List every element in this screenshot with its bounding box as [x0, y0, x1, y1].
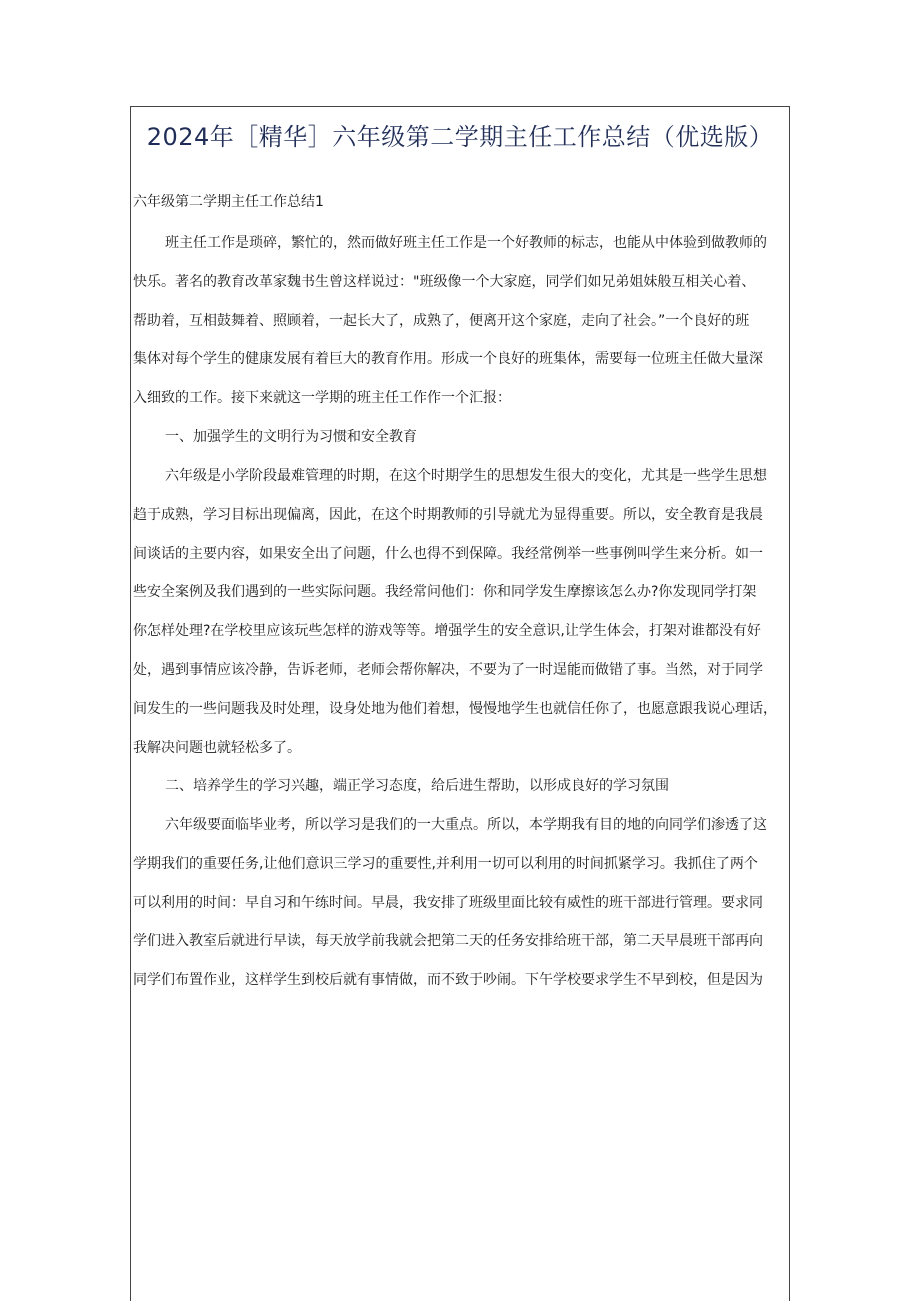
section-heading-2 — [133, 767, 787, 806]
paragraph-study — [133, 806, 787, 1000]
text-line: 我解决问题也就轻松多了。 — [133, 739, 301, 756]
text-line: 六年级要面临毕业考，所以学习是我们的一大重点。所以，本学期我有目的地的向同学们渗透了这 — [165, 817, 767, 833]
text-line: 间发生的一些问题我及时处理，设身处地为他们着想，慢慢地学生也就信任你了，也愿意跟我说心理话， — [133, 700, 777, 717]
text-line: 六年级是小学阶段最难管理的时期，在这个时期学生的思想发生很大的变化，尤其是一些学生思想 — [165, 468, 767, 484]
text-line: 帮助着，互相鼓舞着、照顾着，一起长大了，成熟了，便离开这个家庭，走向了社会。”一个良好的班 — [133, 312, 750, 329]
paragraph-intro — [133, 224, 787, 418]
heading-text: 一、加强学生的文明行为习惯和安全教育 — [165, 429, 417, 445]
text-line: 集体对每个学生的健康发展有着巨大的教育作用。形成一个良好的班集体，需要每一位班主任做大量深 — [133, 351, 763, 368]
text-line: 学们进入教室后就进行早读，每天放学前我就会把第二天的任务安排给班干部，第二天早晨班干部再向 — [133, 933, 763, 950]
text-line: 同学们布置作业，这样学生到校后就有事情做，而不致于吵闹。下午学校要求学生不早到校，但是因为 — [133, 972, 763, 989]
text-line: 些安全案例及我们遇到的一些实际问题。我经常问他们：你和同学发生摩擦该怎么办?你发现同学打架 — [133, 584, 757, 601]
text-line: 快乐。著名的教育改革家魏书生曾这样说过："班级像一个大家庭，同学们如兄弟姐妹般互相关心着、 — [133, 273, 756, 290]
paragraph-safety — [133, 457, 787, 767]
text-line: 学期我们的重要任务,让他们意识三学习的重要性,并利用一切可以利用的时间抓紧学习。我抓住了两个 — [133, 855, 758, 872]
heading-text: 二、培养学生的学习兴趣，端正学习态度，给后进生帮助，以形成良好的学习氛围 — [165, 778, 669, 794]
text-line: 班主任工作是琐碎，繁忙的，然而做好班主任工作是一个好教师的标志，也能从中体验到做教师的 — [165, 235, 767, 251]
text-line: 可以利用的时间：早自习和午练时间。早晨，我安排了班级里面比较有威性的班干部进行管理。要求同 — [133, 894, 763, 911]
document-page — [130, 106, 790, 1301]
text-line: 间谈话的主要内容，如果安全出了问题，什么也得不到保障。我经常例举一些事例叫学生来分析。如一 — [133, 545, 763, 562]
text-line: 你怎样处理?在学校里应该玩些怎样的游戏等等。增强学生的安全意识,让学生体会，打架对谁都没有好 — [133, 623, 761, 640]
text-line: 趋于成熟，学习目标出现偏离，因此，在这个时期教师的引导就尤为显得重要。所以，安全教育是我晨 — [133, 506, 763, 523]
section-heading-1 — [133, 418, 787, 457]
document-title: 2024年［精华］六年级第二学期主任工作总结（优选版） — [146, 123, 774, 151]
section-subtitle: 六年级第二学期主任工作总结1 — [133, 194, 324, 210]
text-line: 处，遇到事情应该冷静，告诉老师，老师会帮你解决，不要为了一时逞能而做错了事。当然，对于同学 — [133, 661, 763, 678]
text-line: 入细致的工作。接下来就这一学期的班主任工作作一个汇报： — [133, 390, 511, 407]
